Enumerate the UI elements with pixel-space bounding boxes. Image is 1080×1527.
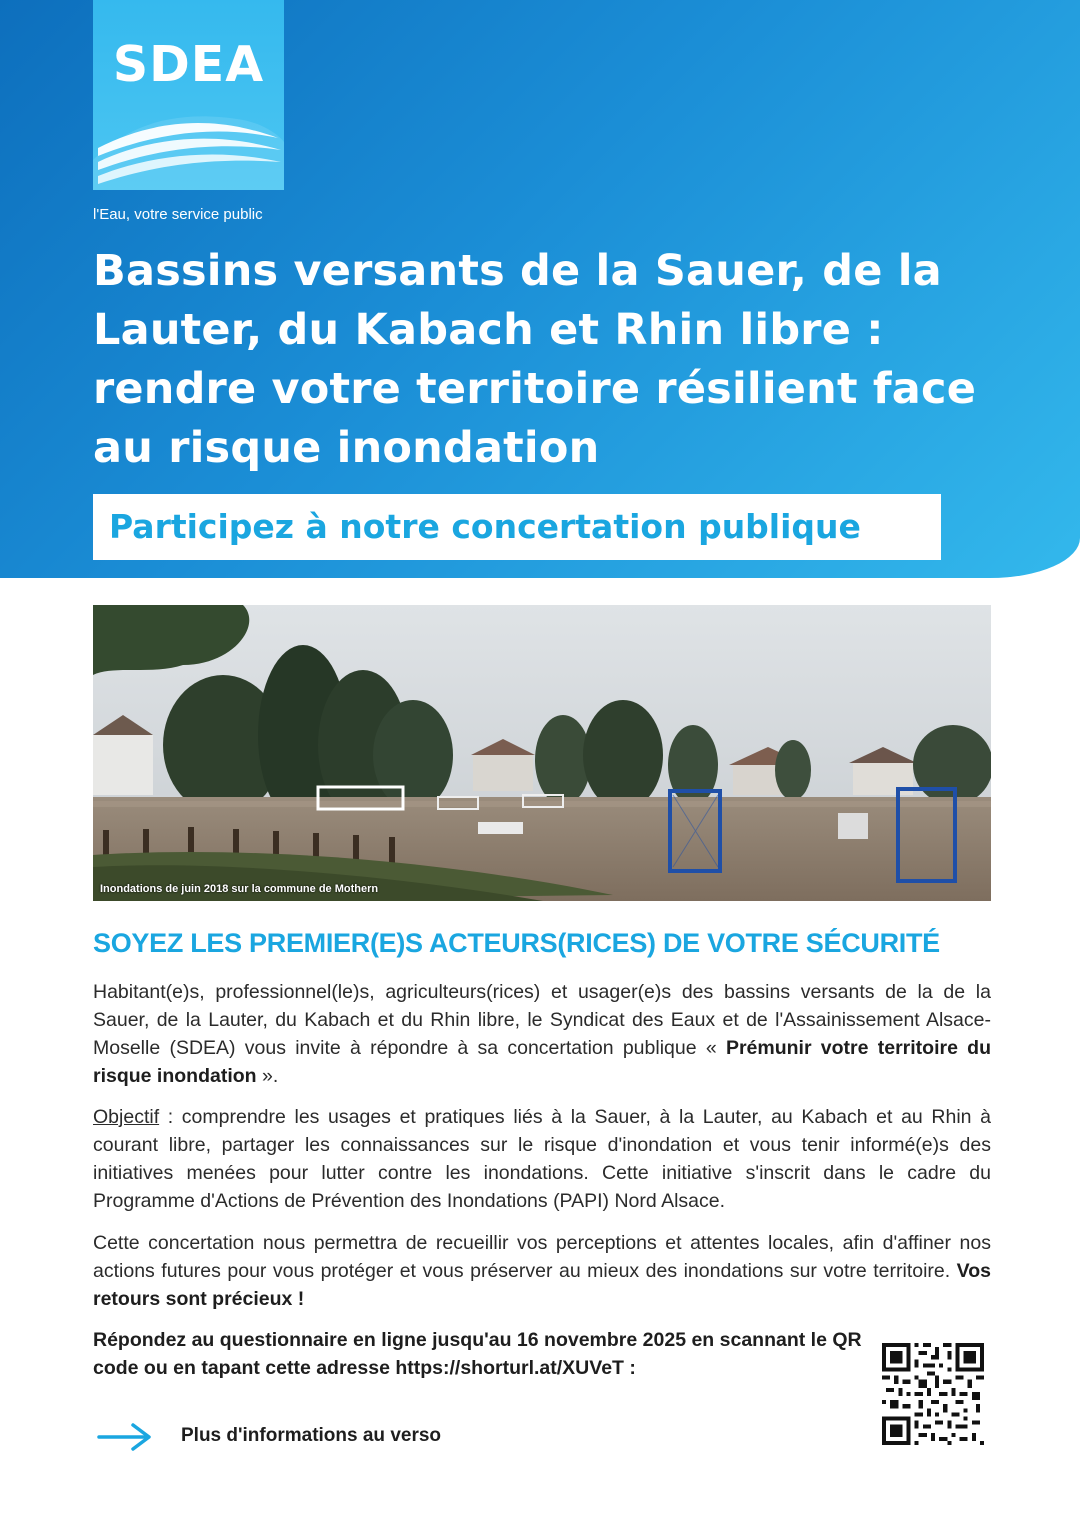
flood-scene <box>93 605 991 901</box>
flood-photo <box>93 605 991 901</box>
header-banner <box>0 0 1080 578</box>
photo-caption: Inondations de juin 2018 sur la commune de Mothern <box>100 883 379 895</box>
paragraph-feedback-bold: Vos retours sont précieux ! <box>93 1260 991 1310</box>
logo-text: SDEA <box>112 36 265 93</box>
subtitle-box <box>93 494 941 560</box>
qr-code-icon[interactable] <box>882 1343 984 1445</box>
paragraph-objective-text: : comprendre les usages et pratiques liés à la Sauer, à la Lauter, au Kabach et au Rhin à courant libre, partager les connaissances sur le risque d'inondation et vous tenir informé(e)s des initiatives menées pour lutter contre les inondations. Cette initiative s'inscrit dans le cadre du Programme d'Actions de Prévention des Inondations (PAPI) Nord Alsace. <box>93 1106 991 1212</box>
paragraph-intro-end: ». <box>256 1065 279 1087</box>
paragraph-intro <box>93 978 991 1090</box>
sdea-logo <box>93 0 284 190</box>
section-heading: SOYEZ LES PREMIER(E)S ACTEURS(RICES) DE VOTRE SÉCURITÉ <box>93 928 940 958</box>
page-title: Bassins versants de la Sauer, de la Lauter, du Kabach et Rhin libre : rendre votre territoire résilient face au risque inondation <box>93 246 977 473</box>
cta-text: Répondez au questionnaire en ligne jusqu'au 16 novembre 2025 en scannant le QR code ou en tapant cette adresse https://shorturl.at/XUVeT : <box>93 1329 862 1379</box>
paragraph-feedback <box>93 1229 991 1313</box>
subtitle: Participez à notre concertation publique <box>109 507 861 546</box>
paragraph-intro-bold: Prémunir votre territoire du risque inondation <box>93 1037 991 1087</box>
paragraph-objective <box>93 1103 991 1215</box>
objective-label: Objectif <box>93 1106 160 1128</box>
tagline: l'Eau, votre service public <box>93 206 263 223</box>
paragraph-intro-text: Habitant(e)s, professionnel(le)s, agriculteurs(rices) et usager(e)s des bassins versants de la de la Sauer, de la Lauter, du Kabach et du Rhin libre, le Syndicat des Eaux et de l'Assainissement Alsace-Moselle (SDEA) vous invite à répondre à sa concertation publique « <box>93 981 991 1059</box>
more-info-link: Plus d'informations au verso <box>181 1425 442 1446</box>
wave-icon <box>93 100 284 190</box>
arrow-right-icon <box>97 1422 153 1452</box>
paragraph-feedback-text: Cette concertation nous permettra de recueillir vos perceptions et attentes locales, afin d'affiner nos actions futures pour vous protéger et vous préserver au mieux des inondations sur votre territoire. <box>93 1232 991 1282</box>
